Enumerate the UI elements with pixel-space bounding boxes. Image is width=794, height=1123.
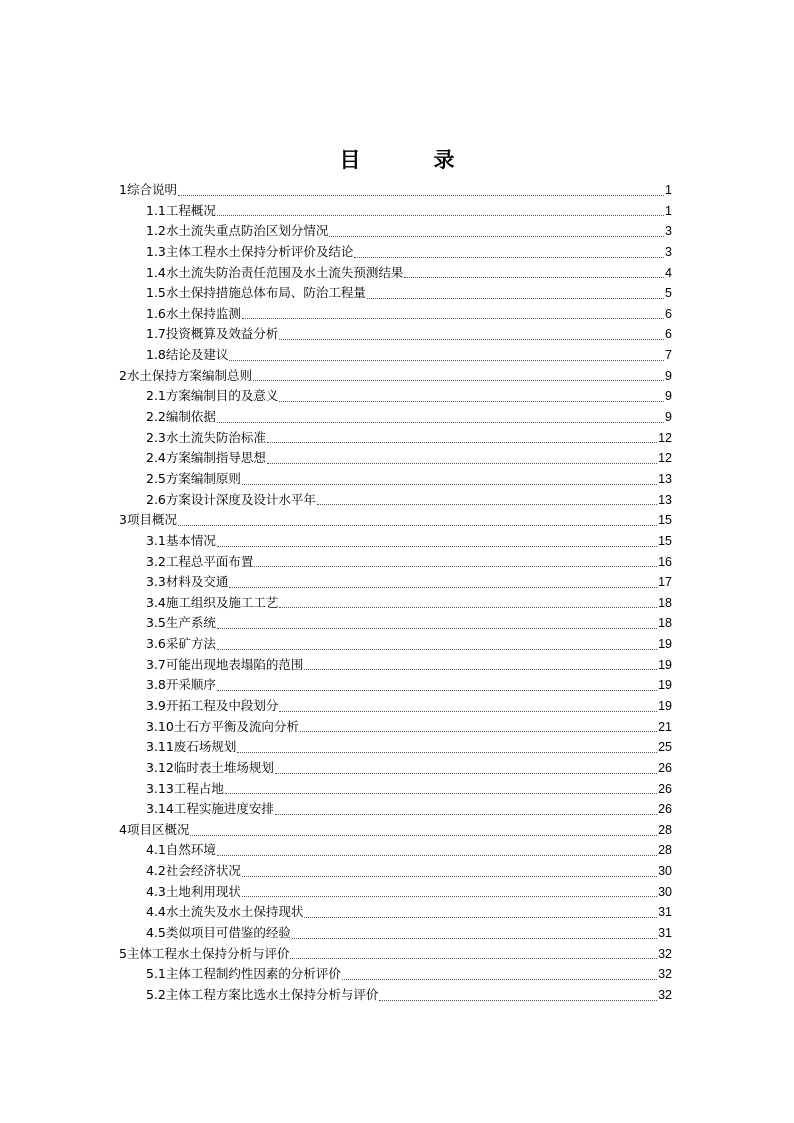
toc-entry-label: 4项目区概况 — [119, 821, 190, 837]
toc-section-entry[interactable] — [119, 655, 672, 676]
toc-section-entry[interactable] — [119, 221, 672, 242]
toc-dot-leader — [217, 689, 657, 691]
toc-dot-leader — [379, 999, 657, 1001]
toc-entry-label: 3.10土石方平衡及流向分析 — [146, 718, 299, 734]
toc-dot-leader — [404, 276, 664, 278]
toc-entry-label: 5.2主体工程方案比选水土保持分析与评价 — [146, 986, 379, 1002]
toc-entry-label: 3.9开拓工程及中段划分 — [146, 698, 279, 713]
toc-dot-leader — [354, 256, 664, 258]
toc-dot-leader — [229, 586, 657, 588]
toc-section-entry[interactable] — [119, 304, 672, 325]
toc-entry-label: 3.5生产系统 — [146, 615, 216, 631]
page-title: 目 录 — [339, 147, 481, 172]
toc-dot-leader — [217, 648, 657, 650]
toc-page-number: 1 — [665, 182, 672, 197]
toc-dot-leader — [242, 875, 657, 877]
toc-section-entry[interactable] — [119, 324, 672, 345]
toc-section-entry[interactable] — [119, 882, 672, 903]
toc-page-number: 13 — [658, 471, 672, 486]
toc-page-number: 26 — [658, 781, 672, 796]
toc-entry-label: 1.1工程概况 — [146, 202, 216, 218]
toc-page-number: 9 — [665, 368, 672, 383]
toc-dot-leader — [279, 400, 664, 402]
toc-entry-label: 2.4方案编制指导思想 — [146, 450, 266, 466]
toc-entry-label: 3.3材料及交通 — [146, 574, 229, 590]
toc-page-number: 18 — [658, 616, 672, 631]
toc-section-entry[interactable] — [119, 490, 672, 511]
toc-dot-leader — [190, 834, 657, 836]
toc-section-entry[interactable] — [119, 263, 672, 284]
toc-chapter-entry[interactable] — [119, 180, 672, 201]
toc-dot-leader — [304, 668, 657, 670]
toc-entry-label: 2.2编制依据 — [146, 409, 216, 425]
toc-entry-label: 4.5类似项目可借鉴的经验 — [146, 925, 291, 941]
toc-section-entry[interactable] — [119, 283, 672, 304]
toc-page-number: 6 — [665, 306, 672, 321]
toc-entry-label: 3.1基本情况 — [146, 532, 216, 548]
toc-page-number: 28 — [658, 843, 672, 858]
toc-page-number: 4 — [665, 265, 672, 280]
toc-entry-label: 4.3土地利用现状 — [146, 883, 241, 899]
toc-dot-leader — [279, 606, 657, 608]
toc-entry-label: 1.3主体工程水土保持分析评价及结论 — [146, 243, 354, 259]
toc-dot-leader — [178, 194, 664, 196]
toc-entry-label: 3.4施工组织及施工工艺 — [146, 594, 279, 610]
toc-page-number: 9 — [665, 389, 672, 404]
toc-entry-label: 2.6方案设计深度及设计水平年 — [146, 491, 316, 507]
toc-section-entry[interactable] — [119, 696, 672, 717]
toc-section-entry[interactable] — [119, 448, 672, 469]
toc-dot-leader — [267, 441, 657, 443]
toc-section-entry[interactable] — [119, 964, 672, 985]
toc-chapter-entry[interactable] — [119, 820, 672, 841]
toc-entry-label: 2水土保持方案编制总则 — [119, 367, 252, 383]
toc-entry-label: 1.5水土保持措施总体布局、防治工程量 — [146, 285, 366, 301]
toc-page-number: 17 — [658, 575, 672, 590]
toc-section-entry[interactable] — [119, 902, 672, 923]
toc-section-entry[interactable] — [119, 593, 672, 614]
toc-dot-leader — [317, 503, 657, 505]
toc-entry-label: 4.2社会经济状况 — [146, 863, 241, 879]
toc-dot-leader — [229, 359, 664, 361]
toc-section-entry[interactable] — [119, 242, 672, 263]
toc-entry-label: 2.3水土流失防治标准 — [146, 429, 266, 445]
toc-dot-leader — [267, 462, 657, 464]
toc-section-entry[interactable] — [119, 407, 672, 428]
toc-dot-leader — [300, 730, 657, 732]
toc-page-number: 12 — [658, 451, 672, 466]
toc-page-number: 30 — [658, 864, 672, 879]
toc-entry-label: 4.4水土流失及水土保持现状 — [146, 904, 304, 920]
toc-page-number: 19 — [658, 637, 672, 652]
toc-page-number: 16 — [658, 554, 672, 569]
toc-dot-leader — [242, 317, 664, 319]
toc-entry-label: 1.8结论及建议 — [146, 347, 229, 363]
toc-dot-leader — [217, 627, 657, 629]
toc-dot-leader — [178, 524, 657, 526]
toc-entry-label: 3.7可能出现地表塌陷的范围 — [146, 656, 304, 672]
toc-page-number: 19 — [658, 699, 672, 713]
toc-page-number: 15 — [658, 533, 672, 548]
toc-entry-label: 4.1自然环境 — [146, 842, 216, 858]
toc-section-entry[interactable] — [119, 201, 672, 222]
toc-page-number: 26 — [658, 760, 672, 775]
toc-dot-leader — [290, 957, 657, 959]
toc-section-entry[interactable] — [119, 675, 672, 696]
toc-dot-leader — [342, 978, 657, 980]
toc-dot-leader — [292, 937, 657, 939]
toc-dot-leader — [329, 235, 664, 237]
toc-section-entry[interactable] — [119, 572, 672, 593]
toc-page-number: 15 — [658, 513, 672, 528]
toc-dot-leader — [217, 854, 657, 856]
toc-dot-leader — [217, 214, 664, 216]
toc-page-number: 5 — [665, 286, 672, 301]
toc-section-entry[interactable] — [119, 428, 672, 449]
toc-page-number: 18 — [658, 595, 672, 610]
table-of-contents — [119, 180, 672, 1006]
toc-dot-leader — [242, 895, 657, 897]
toc-dot-leader — [225, 792, 657, 794]
toc-page-number: 3 — [665, 244, 672, 259]
toc-dot-leader — [237, 751, 657, 753]
toc-entry-label: 3.14工程实施进度安排 — [146, 801, 274, 817]
toc-entry-label: 3.12临时表土堆场规划 — [146, 759, 274, 775]
toc-entry-label: 3.8开采顺序 — [146, 677, 216, 693]
toc-section-entry[interactable] — [119, 345, 672, 366]
toc-page-number: 30 — [658, 884, 672, 899]
toc-page-number: 31 — [658, 926, 672, 941]
toc-page-number: 31 — [658, 905, 672, 920]
toc-entry-label: 5.1主体工程制约性因素的分析评价 — [146, 966, 341, 982]
toc-section-entry[interactable] — [119, 799, 672, 820]
toc-chapter-entry[interactable] — [119, 510, 672, 531]
toc-entry-label: 2.1方案编制目的及意义 — [146, 388, 279, 404]
toc-page-number: 26 — [658, 802, 672, 817]
toc-chapter-entry[interactable] — [119, 944, 672, 965]
toc-dot-leader — [275, 772, 657, 774]
toc-entry-label: 1.7投资概算及效益分析 — [146, 326, 279, 342]
toc-section-entry[interactable] — [119, 985, 672, 1006]
toc-entry-label: 3.13工程占地 — [146, 780, 224, 796]
toc-entry-label: 3.11废石场规划 — [146, 739, 237, 755]
toc-section-entry[interactable] — [119, 552, 672, 573]
toc-section-entry[interactable] — [119, 531, 672, 552]
toc-page-number: 13 — [658, 492, 672, 507]
toc-page-number: 21 — [658, 719, 672, 734]
toc-entry-label: 5主体工程水土保持分析与评价 — [119, 945, 290, 961]
toc-page-number: 9 — [665, 410, 672, 425]
toc-section-entry[interactable] — [119, 717, 672, 738]
toc-page-number: 3 — [665, 224, 672, 239]
toc-dot-leader — [279, 338, 664, 340]
toc-dot-leader — [242, 483, 657, 485]
toc-entry-label: 2.5方案编制原则 — [146, 470, 241, 486]
toc-page-number: 19 — [658, 678, 672, 693]
toc-entry-label: 1.4水土流失防治责任范围及水土流失预测结果 — [146, 264, 404, 280]
toc-section-entry[interactable] — [119, 737, 672, 758]
toc-page-number: 19 — [658, 657, 672, 672]
toc-page-number: 32 — [658, 967, 672, 982]
toc-dot-leader — [217, 545, 657, 547]
toc-page-number: 25 — [658, 740, 672, 755]
toc-page-number: 1 — [665, 203, 672, 218]
toc-entry-label: 1.6水土保持监测 — [146, 305, 241, 321]
toc-section-entry[interactable] — [119, 758, 672, 779]
toc-section-entry[interactable] — [119, 841, 672, 862]
toc-entry-label: 3项目概况 — [119, 512, 177, 528]
toc-section-entry[interactable] — [119, 386, 672, 407]
toc-section-entry[interactable] — [119, 861, 672, 882]
toc-dot-leader — [279, 710, 657, 712]
toc-section-entry[interactable] — [119, 923, 672, 944]
toc-section-entry[interactable] — [119, 634, 672, 655]
toc-section-entry[interactable] — [119, 779, 672, 800]
toc-dot-leader — [367, 297, 664, 299]
toc-chapter-entry[interactable] — [119, 366, 672, 387]
toc-page-number: 32 — [658, 987, 672, 1002]
toc-page-number: 7 — [665, 348, 672, 363]
toc-entry-label: 3.2工程总平面布置 — [146, 553, 254, 569]
toc-entry-label: 1.2水土流失重点防治区划分情况 — [146, 223, 329, 239]
toc-dot-leader — [275, 813, 657, 815]
toc-dot-leader — [253, 379, 664, 381]
toc-dot-leader — [217, 421, 664, 423]
toc-entry-label: 1综合说明 — [119, 181, 177, 197]
toc-dot-leader — [254, 565, 657, 567]
toc-page-number: 6 — [665, 327, 672, 342]
toc-page-number: 32 — [658, 946, 672, 961]
toc-section-entry[interactable] — [119, 469, 672, 490]
toc-page-number: 28 — [658, 822, 672, 837]
toc-page-number: 12 — [658, 430, 672, 445]
toc-dot-leader — [304, 916, 657, 918]
toc-entry-label: 3.6采矿方法 — [146, 636, 216, 652]
toc-section-entry[interactable] — [119, 613, 672, 634]
